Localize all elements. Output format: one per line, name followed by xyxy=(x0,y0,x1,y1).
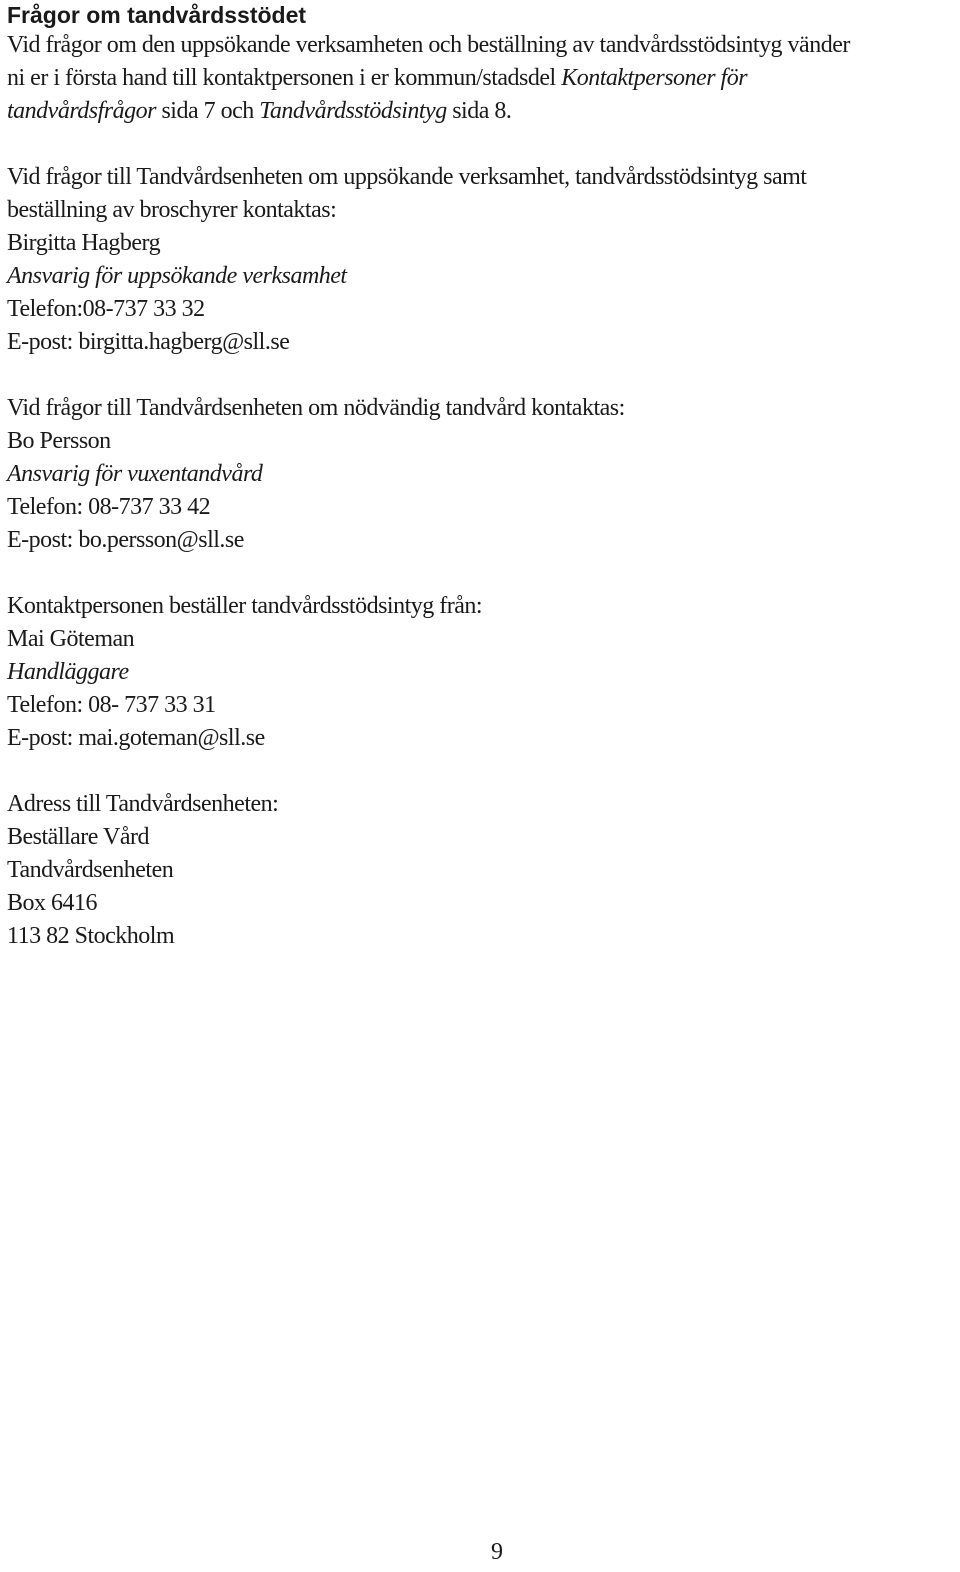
contact-certificates-phone: Telefon: 08- 737 33 31 xyxy=(7,692,216,718)
spacer xyxy=(7,359,953,392)
page-heading: Frågor om tandvårdsstödet xyxy=(7,2,307,28)
contact-outreach-intro-1: Vid frågor till Tandvårdsenheten om uppsökande verksamhet, tandvårdsstödsintyg samt xyxy=(7,164,807,190)
contact-necessary-care-name: Bo Persson xyxy=(7,428,111,454)
contact-outreach-email: E-post: birgitta.hagberg@sll.se xyxy=(7,329,290,355)
intro-line-3-text-a: sida 7 och xyxy=(155,98,260,124)
contact-certificates-email: E-post: mai.goteman@sll.se xyxy=(7,725,265,751)
spacer xyxy=(7,128,953,161)
intro-line-3 xyxy=(7,95,953,128)
intro-line-3-reference-a: tandvårdsfrågor xyxy=(7,98,156,124)
contact-certificates-name: Mai Göteman xyxy=(7,626,135,652)
contact-outreach-phone: Telefon:08-737 33 32 xyxy=(7,296,205,322)
contact-outreach-intro-2: beställning av broschyrer kontaktas: xyxy=(7,197,337,223)
intro-line-2-text: ni er i första hand till kontaktpersonen i er kommun/stadsdel xyxy=(7,65,562,91)
address-line-4: 113 82 Stockholm xyxy=(7,923,175,949)
address-line-3: Box 6416 xyxy=(7,890,98,916)
document-page xyxy=(7,0,953,953)
contact-outreach-name: Birgitta Hagberg xyxy=(7,230,161,256)
contact-necessary-care xyxy=(7,392,953,557)
contact-outreach-role: Ansvarig för uppsökande verksamhet xyxy=(7,263,347,289)
intro-line-1: Vid frågor om den uppsökande verksamheten och beställning av tandvårdsstödsintyg vänder xyxy=(7,32,850,58)
contact-certificates xyxy=(7,590,953,755)
contact-necessary-care-intro: Vid frågor till Tandvårdsenheten om nödvändig tandvård kontaktas: xyxy=(7,395,625,421)
contact-necessary-care-email: E-post: bo.persson@sll.se xyxy=(7,527,244,553)
address-line-2: Tandvårdsenheten xyxy=(7,857,174,883)
address-intro: Adress till Tandvårdsenheten: xyxy=(7,791,279,817)
intro-line-2 xyxy=(7,62,953,95)
contact-certificates-role: Handläggare xyxy=(7,659,129,685)
contact-necessary-care-phone: Telefon: 08-737 33 42 xyxy=(7,494,211,520)
intro-line-2-reference: Kontaktpersoner för xyxy=(561,65,748,91)
contact-necessary-care-role: Ansvarig för vuxentandvård xyxy=(7,461,263,487)
address-line-1: Beställare Vård xyxy=(7,824,149,850)
intro-line-3-text-b: sida 8. xyxy=(446,98,512,124)
contact-certificates-intro: Kontaktpersonen beställer tandvårdsstödsintyg från: xyxy=(7,593,483,619)
address-block xyxy=(7,788,953,953)
page-number: 9 xyxy=(491,1539,503,1565)
intro-line-3-reference-b: Tandvårdsstödsintyg xyxy=(259,98,447,124)
spacer xyxy=(7,755,953,788)
intro-paragraph xyxy=(7,29,953,128)
spacer xyxy=(7,557,953,590)
contact-outreach xyxy=(7,161,953,359)
